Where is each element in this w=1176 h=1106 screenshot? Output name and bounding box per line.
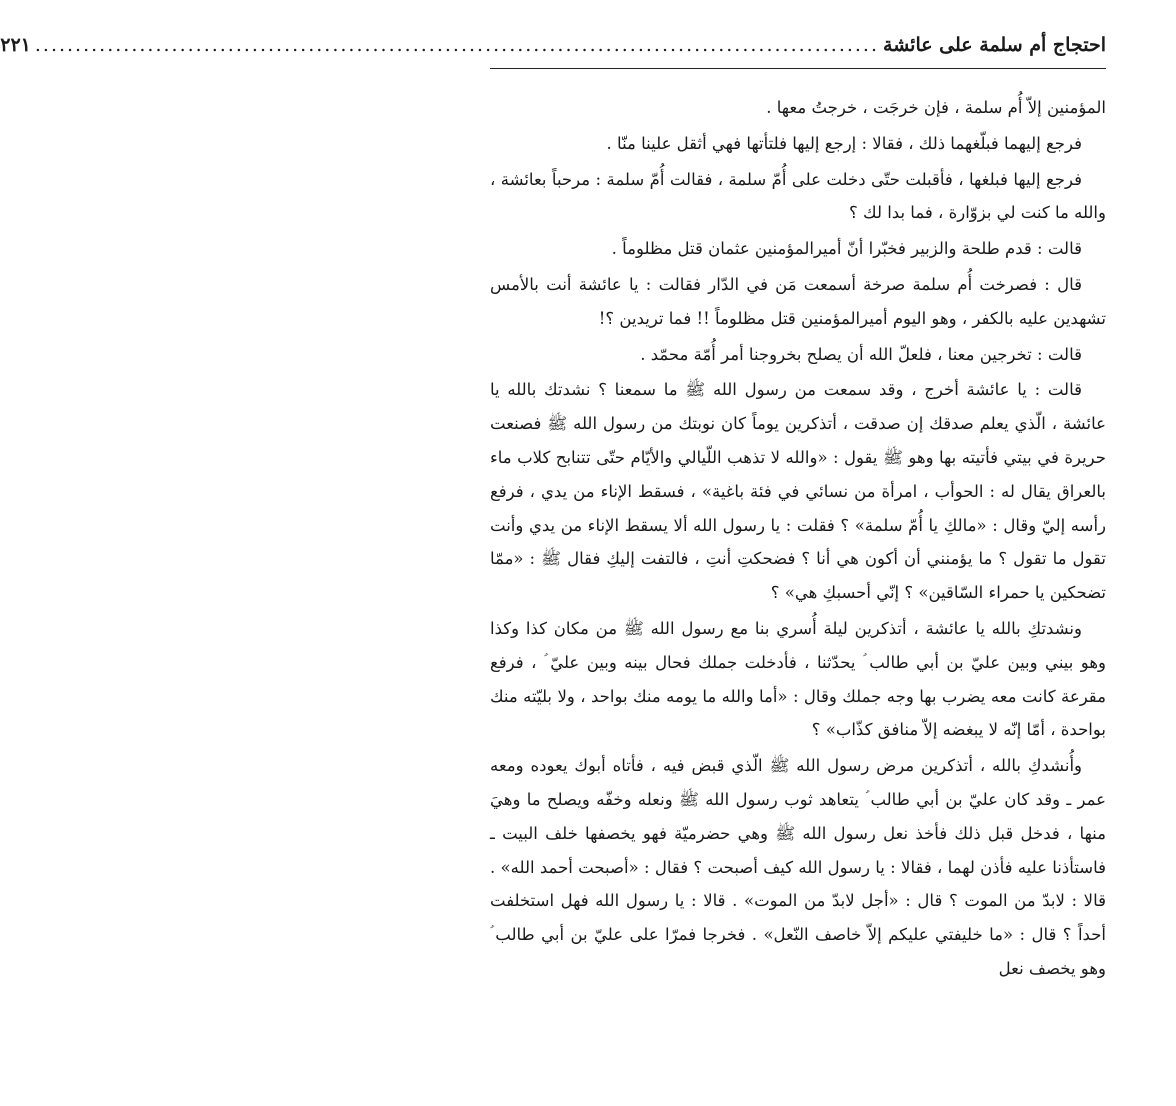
paragraph-4: قالت : قدم طلحة والزبير فخبّرا أنّ أميرالمؤمنين عثمان قتل مظلوماً .: [611, 239, 1082, 259]
paragraph-6: قالت : تخرجين معنا ، فلعلّ الله أن يصلح بخروجنا أمر أُمّة محمّد .: [640, 344, 1082, 364]
paragraph-8: ونشدتكِ بالله يا عائشة ، أتذكرين ليلة أُسري بنا مع رسول الله ﷺ من مكان كذا وكذا وهو بيني وبين عليّ بن أبي طالب ؑ يحدّثنا ، فأدخلت جملك فحال بينه وبين عليّ ؑ ، فرفع مقرعة كانت معه يضرب بها وجه جملك وقال : «أما والله ما يومه منك بواحد ، ولا بليّته منك بواحدة ، أمّا إنّه لا يبغضه إلاّ منافق كذّاب» ؟: [490, 618, 1106, 740]
paragraph-2: فرجع إليهما فبلّغهما ذلك ، فقالا : إرجع إليها فلتأتها فهي أثقل علينا منّا .: [606, 133, 1082, 153]
paragraph-5: قال : فصرخت أُم سلمة صرخة أسمعت مَن في الدّار فقالت : يا عائشة أنت بالأمس تشهدين عليه بالكفر ، وهو اليوم أميرالمؤمنين قتل مظلوماً !! فما تريدين ؟!: [490, 274, 1106, 328]
leader-dots: .........................................................................................................: [34, 34, 880, 56]
paragraph-3: فرجع إليها فبلغها ، فأقبلت حتّى دخلت على أُمّ سلمة ، فقالت أُمّ سلمة : مرحباً بعائشة ، والله ما كنت لي بزوّارة ، فما بدا لك ؟: [490, 169, 1106, 223]
paragraph-1: المؤمنين إلاّ أُم سلمة ، فإن خرجَت ، خرجتُ معها .: [766, 98, 1106, 117]
header-rule: [490, 68, 1106, 69]
paragraph-7: قالت : يا عائشة أخرج ، وقد سمعت من رسول الله ﷺ ما سمعنا ؟ نشدتك بالله يا عائشة ، الّذي يعلم صدقك إن صدقت ، أتذكرين يوماً كان نوبتك من رسول الله ﷺ فصنعت حريرة في بيتي فأتيته بها وهو ﷺ يقول : «والله لا تذهب اللّيالي والأيّام حتّى تتنابح كلاب ماء بالعراق يقال له : الحوأب ، امرأة من نسائي في فئة باغية» ، فسقط الإناء من يدي ، فرفع رأسه إليّ وقال : «مالكِ يا أُمّ سلمة» ؟ فقلت : يا رسول الله ألا يسقط الإناء من يدي وأنت تقول ما تقول ؟ ما يؤمنني أن أكون هي أنا ؟ فضحكتِ أنتِ ، فالتفت إليكِ فقال ﷺ : «ممّا تضحكين يا حمراء السّاقين» ؟ إنّي أحسبكِ هي» ؟: [490, 380, 1106, 603]
paragraph-9: وأُنشدكِ بالله ، أتذكرين مرض رسول الله ﷺ الّذي قبض فيه ، فأتاه أبوك يعوده ومعه عمر ـ وقد كان عليّ بن أبي طالب ؑ يتعاهد ثوب رسول الله ﷺ ونعله وخفّه ويصلح ما وهيَ منها ، فدخل قبل ذلك فأخذ نعل رسول الله ﷺ وهي حضرميّة فهو يخصفها خلف البيت ـ فاستأذنا عليه فأذن لهما ، فقالا : يا رسول الله كيف أصبحت ؟ فقال : «أصبحت أحمد الله» . قالا : لابدّ من الموت ؟ قال : «أجل لابدّ من الموت» . قالا : يا رسول الله فهل استخلفت أحداً ؟ قال : «ما خليفتي عليكم إلاّ خاصف النّعل» . فخرجا فمرّا على عليّ بن أبي طالب ؑ وهو يخصف نعل: [490, 756, 1106, 978]
chapter-title: احتجاج أم سلمة على عائشة: [883, 34, 1106, 56]
running-header: [0, 34, 1106, 64]
document-page: [0, 34, 1106, 1106]
page-number: ٢٢١: [0, 34, 31, 56]
